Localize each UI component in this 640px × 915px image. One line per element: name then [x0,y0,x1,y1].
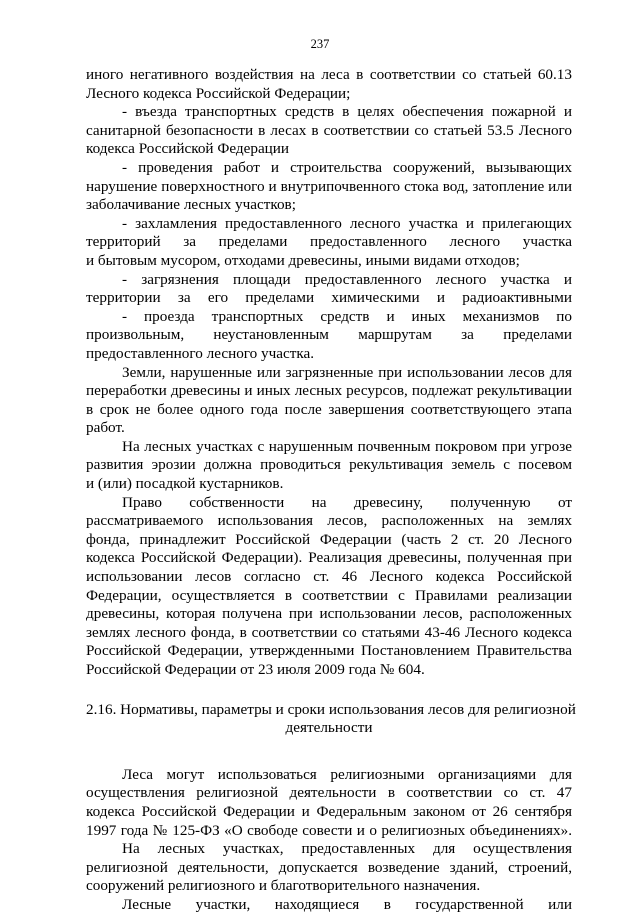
section-heading [86,700,576,738]
text-line: На лесных участках, предоставленных для осуществления [122,840,572,858]
paragraph-block-restrictions [86,66,572,680]
text-line: произвольным, неустановленным маршрутам за пределами [86,326,572,344]
text-line: сооружений религиозного и благотворительного назначения. [86,877,481,895]
text-line: Лесные участки, находящиеся в государственной или [122,895,572,913]
text-line: - загрязнения площади предоставленного лесного участка и [122,270,572,288]
text-line: развития эрозии должна проводиться рекультивация земель с посевом [86,456,572,474]
text-line: кодекса Российской Федерации и Федеральным законом от 26 сентября [86,802,572,820]
text-line: На лесных участках с нарушенным почвенным покровом при угрозе [122,437,572,455]
paragraph-block-religious-use [86,766,572,915]
text-line: и бытовым мусором, отходами древесины, иными видами отходов; [86,251,520,269]
text-line: - проезда транспортных средств и иных механизмов по [122,307,572,325]
text-line: - проведения работ и строительства сооружений, вызывающих [122,158,572,176]
text-line: религиозной деятельности, допускается возведение зданий, строений, [86,858,572,876]
text-line: землях лесного фонда, в соответствии со статьями 43-46 Лесного кодекса [86,623,572,641]
text-line: территорий за пределами предоставленного лесного участка [86,233,572,251]
text-line: Земли, нарушенные или загрязненные при использовании лесов для [122,363,572,381]
text-line: кодекса Российской Федерации [86,140,290,158]
text-line: - захламления предоставленного лесного участка и прилегающих [122,214,572,232]
section-heading-line: деятельности [285,719,373,737]
text-line: и (или) посадкой кустарников. [86,475,284,493]
text-line: Лесного кодекса Российской Федерации; [86,84,351,102]
section-heading-line: 2.16. Нормативы, параметры и сроки использования лесов для религиозной [86,700,576,718]
text-line: осуществления религиозной деятельности в соответствии со ст. 47 [86,784,572,802]
text-line: Леса могут использоваться религиозными организациями для [122,765,572,783]
text-line: заболачивание лесных участков; [86,196,296,214]
text-line: санитарной безопасности в лесах в соответствии со статьей 53.5 Лесного [86,121,572,139]
text-line: Российской Федерации, утвержденными Постановлением Правительства [86,642,572,660]
text-line: фонда, принадлежит Российской Федерации (часть 2 ст. 20 Лесного [86,530,572,548]
text-line: в срок не более одного года после завершения соответствующего этапа [86,400,572,418]
page-body [86,66,576,915]
page-number: 237 [310,37,330,51]
text-line: Федерации, осуществляется в соответствии с Правилами реализации [86,586,572,604]
text-line: кодекса Российской Федерации). Реализация древесины, полученная при [86,549,572,567]
text-line: рассматриваемого использования лесов, расположенных на землях [86,512,572,530]
text-line: предоставленного лесного участка. [86,344,315,362]
spacer [86,680,572,701]
text-line: нарушение поверхностного и внутрипочвенного стока вод, затопление или [86,177,572,195]
text-line: использовании лесов согласно ст. 46 Лесного кодекса Российской [86,568,572,586]
text-line: работ. [86,419,125,437]
text-line: - въезда транспортных средств в целях обеспечения пожарной и [122,103,572,121]
text-line: древесины, которая получена при использовании лесов, расположенных [86,605,572,623]
text-line: Российской Федерации от 23 июля 2009 года № 604. [86,661,425,678]
text-line: Право собственности на древесину, полученную от [122,493,572,511]
text-line: 1997 года № 125-ФЗ «О свободе совести и о религиозных объединениях». [86,821,572,839]
spacer [86,738,572,766]
text-line: территории за его пределами химическими и радиоактивными [86,289,572,307]
text-line: переработки древесины и иных лесных ресурсов, подлежат рекультивации [86,382,572,400]
text-line: иного негативного воздействия на леса в соответствии со статьей 60.13 [86,66,572,83]
